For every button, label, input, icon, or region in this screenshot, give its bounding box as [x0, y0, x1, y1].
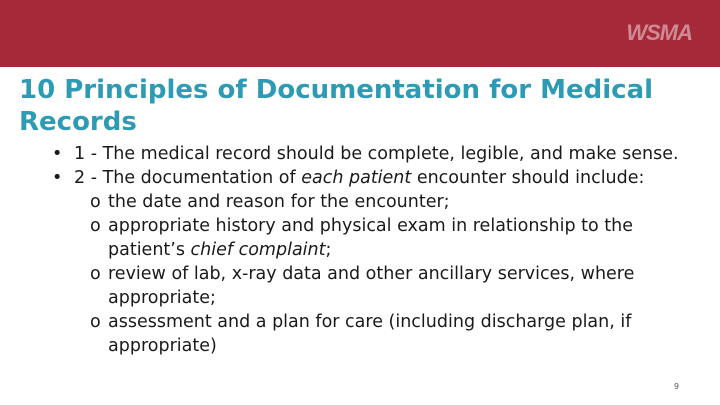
page-number: 9	[674, 382, 680, 391]
bullet-marker: •	[52, 168, 63, 188]
wsma-logo: WSMA	[626, 20, 692, 45]
sub-text: assessment and a plan for care (including discharge plan, if appropriate)	[108, 312, 632, 356]
sub-text: ;	[325, 240, 332, 260]
sub-text-emphasis: chief complaint	[190, 240, 326, 260]
sub-marker: o	[90, 216, 101, 236]
slide-title: 10 Principles of Documentation for Medical Records	[19, 75, 654, 137]
sub-item-2	[52, 214, 692, 262]
sub-item-4	[52, 310, 692, 358]
sub-text: the date and reason for the encounter;	[108, 192, 450, 212]
bullet-text-emphasis: each patient	[301, 168, 412, 188]
sub-item-3	[52, 262, 692, 310]
sub-item-1	[52, 190, 692, 214]
bullet-item-2	[52, 166, 692, 190]
sub-text: appropriate history and physical exam in relationship to the patient’s	[108, 216, 634, 260]
header-band	[0, 0, 720, 67]
bullet-marker: •	[52, 144, 63, 164]
bullet-text: 2 - The documentation of	[74, 168, 302, 188]
sub-marker: o	[90, 312, 101, 332]
slide-body	[52, 142, 692, 358]
bullet-text: encounter should include:	[411, 168, 645, 188]
sub-text: review of lab, x-ray data and other ancillary services, where appropriate;	[108, 264, 635, 308]
bullet-item-1	[52, 142, 692, 166]
bullet-text: 1 - The medical record should be complete, legible, and make sense.	[74, 144, 679, 164]
sub-marker: o	[90, 192, 101, 212]
sub-marker: o	[90, 264, 101, 284]
